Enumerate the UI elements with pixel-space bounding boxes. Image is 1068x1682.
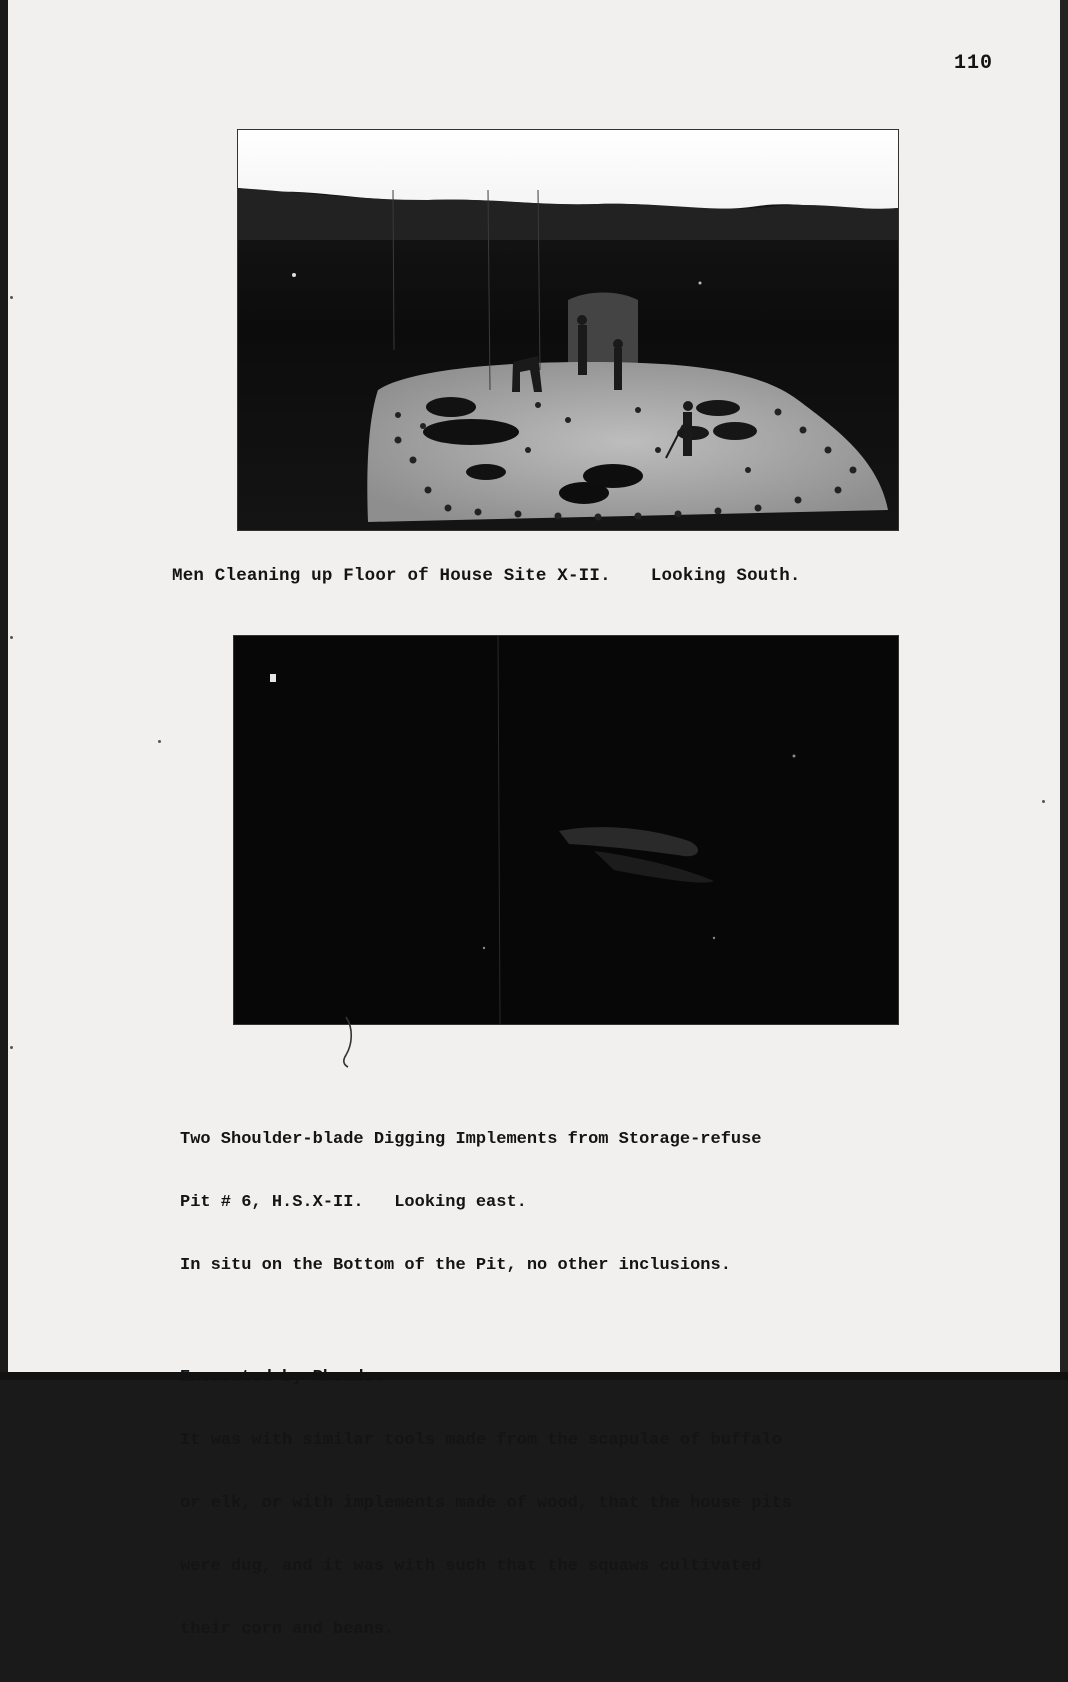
scan-right-edge: [1060, 0, 1068, 1380]
description-line: were dug, and it was with such that the squaws cultivated: [180, 1557, 762, 1576]
figure-2-description: [180, 1087, 792, 1682]
description-line: Pit # 6, H.S.X-II. Looking east.: [180, 1193, 527, 1212]
margin-speck: [10, 1046, 13, 1049]
figure-1-caption-direction: Looking South.: [650, 566, 801, 586]
description-line: or elk, or with implements made of wood, that the house pits: [180, 1494, 793, 1513]
figure-1-caption: [172, 566, 801, 586]
paragraph-gap: [180, 1318, 792, 1325]
house-site-floor-photo: [237, 129, 899, 531]
margin-speck: [1042, 800, 1045, 803]
scan-bottom-edge: [0, 1372, 1068, 1380]
document-page: [8, 0, 1060, 1639]
shoulder-blade-implements-photo: [233, 635, 899, 1025]
pencil-mark: [328, 1015, 368, 1070]
page-number: 110: [954, 52, 994, 75]
figure-1-caption-main: Men Cleaning up Floor of House Site X-II.: [172, 566, 611, 586]
description-line: their corn and beans.: [180, 1620, 395, 1639]
shoulder-blade-implements-image: [234, 636, 898, 1024]
margin-speck: [10, 636, 13, 639]
house-site-floor-image: [238, 130, 898, 530]
description-line: It was with similar tools made from the scapulae of buffalo: [180, 1431, 782, 1450]
description-line: Two Shoulder-blade Digging Implements from Storage-refuse: [180, 1130, 762, 1149]
margin-speck: [10, 296, 13, 299]
description-line: In situ on the Bottom of the Pit, no other inclusions.: [180, 1256, 731, 1275]
margin-speck: [158, 740, 161, 743]
